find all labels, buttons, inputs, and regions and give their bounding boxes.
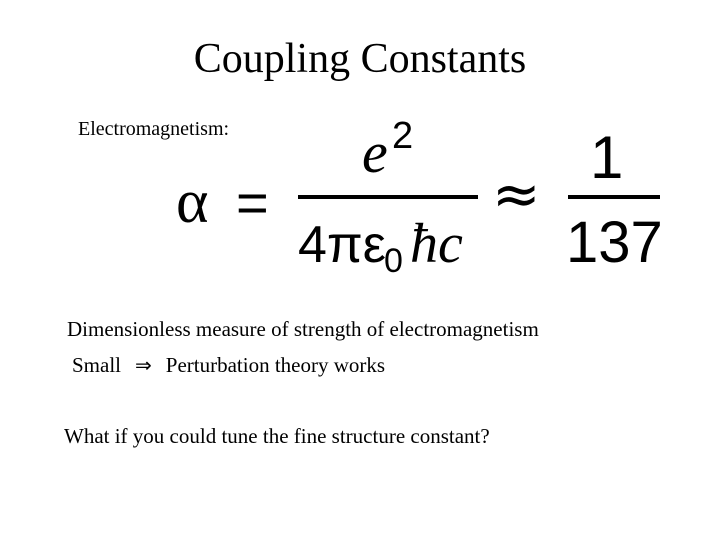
perturbation-text: Perturbation theory works [165,353,386,377]
numerator-e: e [362,120,388,185]
small-implies-line [72,352,385,378]
result-numerator: 1 [590,124,624,191]
tune-question: What if you could tune the fine structure constant? [64,424,490,448]
slide-title: Coupling Constants [193,36,527,82]
dimensionless-statement: Dimensionless measure of strength of electromagnetism [67,317,539,341]
equals-sign: = [236,171,269,234]
implies-icon: ⇒ [135,353,152,377]
numerator-exponent: 2 [392,115,414,157]
denominator-subscript: 0 [384,242,403,280]
fraction-bar-main [298,195,478,199]
denominator-suffix: ħc [410,213,463,275]
approx-symbol: ≈ [492,160,541,228]
result-denominator: 137 [566,210,663,275]
denominator-prefix: 4πε [298,216,386,274]
fraction-bar-result [568,195,660,199]
alpha-symbol: α [176,168,209,236]
small-word: Small [72,353,122,377]
electromagnetism-label: Electromagnetism: [78,118,230,140]
